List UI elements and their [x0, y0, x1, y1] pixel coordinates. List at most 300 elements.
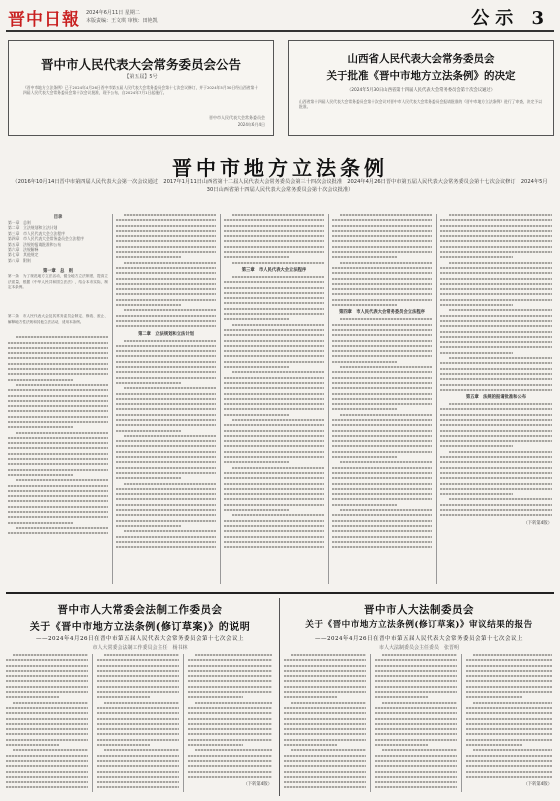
text-line [224, 398, 324, 400]
text-line [332, 467, 432, 469]
text-line [116, 219, 216, 221]
text-line [6, 744, 59, 746]
text-line [116, 398, 216, 400]
chapter-3-heading: 第三章 市人民代表大会立法程序 [241, 267, 307, 273]
text-line [440, 240, 552, 242]
text-line [466, 755, 552, 757]
text-line [116, 504, 216, 506]
text-line [473, 749, 552, 751]
text-line [284, 733, 366, 735]
text-line [340, 461, 432, 463]
text-line [224, 256, 289, 258]
text-line [97, 718, 179, 720]
text-line [340, 414, 432, 416]
text-line [284, 739, 366, 741]
text-line [440, 483, 552, 485]
text-line [188, 686, 272, 688]
column-divider [370, 654, 371, 792]
text-block [224, 214, 324, 264]
text-line [13, 702, 88, 704]
newspaper-logo: 晋中日報 [8, 10, 80, 30]
text-line [188, 744, 243, 746]
text-line [188, 728, 272, 730]
text-line [116, 230, 216, 232]
toc-item: 第二章 立法规划和立法计划 [8, 225, 58, 231]
text-line [440, 278, 552, 280]
text-line [375, 781, 457, 783]
toc-item: 第四章 市人民代表大会常务委员会立法程序 [8, 236, 84, 242]
announcement-box [8, 40, 274, 136]
text-line [224, 546, 324, 548]
text-line [224, 355, 324, 357]
text-line [6, 712, 88, 714]
text-line [8, 395, 108, 397]
text-line [284, 675, 366, 677]
text-line [116, 366, 216, 368]
text-line [332, 498, 432, 500]
text-line [440, 362, 552, 364]
text-line [116, 325, 216, 327]
text-line [284, 723, 366, 725]
text-line [375, 723, 457, 725]
text-line [116, 498, 216, 500]
text-line [284, 696, 337, 698]
decision-subtitle: （2024年5月30日山西省第十四届人民代表大会常务委员会第十次会议通过） [346, 88, 496, 93]
text-line [284, 712, 366, 714]
text-line [284, 781, 366, 783]
text-line [188, 771, 272, 773]
text-line [16, 479, 108, 481]
report-1-column [6, 654, 88, 794]
text-line [188, 733, 272, 735]
text-line [97, 781, 179, 783]
text-line [284, 755, 366, 757]
text-line [8, 458, 108, 460]
text-line [116, 315, 216, 317]
text-line [284, 680, 366, 682]
text-line [232, 276, 324, 278]
text-block [332, 214, 432, 306]
text-line [332, 477, 432, 479]
report-2-title-line2: 关于《晋中市地方立法条例(修订草案)》审议结果的报告 [305, 620, 533, 630]
text-line [224, 525, 324, 527]
text-line [440, 461, 552, 463]
text-line [188, 696, 243, 698]
text-line [332, 246, 432, 248]
text-line [224, 292, 324, 294]
report-2 [284, 600, 554, 796]
text-line [440, 488, 552, 490]
text-line [116, 414, 216, 416]
text-line [440, 467, 552, 469]
text-block [375, 654, 457, 788]
text-line [332, 546, 432, 548]
chapter-1-heading: 第一章 总 则 [42, 269, 74, 275]
text-line [8, 516, 108, 518]
text-line [332, 355, 432, 357]
announcement-date: 2024年6月4日 [237, 122, 265, 127]
text-line [116, 293, 216, 295]
text-line [224, 408, 324, 410]
toc-item: 第八章 附则 [8, 257, 31, 263]
text-line [332, 267, 432, 269]
text-line [340, 366, 432, 368]
text-line [8, 410, 108, 412]
text-line [124, 340, 216, 342]
text-line [116, 408, 216, 410]
text-line [116, 536, 216, 538]
text-line [466, 744, 522, 746]
text-line [6, 755, 88, 757]
text-line [16, 527, 108, 529]
text-line [224, 350, 324, 352]
text-line [224, 361, 324, 363]
text-line [332, 377, 432, 379]
text-block [224, 276, 324, 548]
main-article-body [8, 214, 552, 586]
text-line [332, 451, 432, 453]
text-block [116, 340, 216, 549]
text-line [232, 514, 324, 516]
text-line [224, 287, 324, 289]
text-line [332, 251, 432, 253]
text-line [116, 361, 216, 363]
text-line [124, 435, 216, 437]
text-line [466, 733, 552, 735]
report-1 [6, 600, 274, 796]
text-line [116, 355, 216, 357]
text-line [375, 670, 457, 672]
text-line [8, 400, 108, 402]
text-line [332, 283, 432, 285]
text-line [116, 267, 216, 269]
text-line [440, 293, 552, 295]
text-line [188, 718, 272, 720]
text-line [224, 345, 324, 347]
text-line [224, 340, 324, 342]
text-line [97, 776, 179, 778]
text-line [332, 504, 397, 506]
section-name: 公示 3 [471, 8, 550, 29]
text-line [6, 781, 88, 783]
text-line [466, 765, 552, 767]
text-line [440, 509, 552, 511]
text-line [440, 408, 552, 410]
text-line [224, 445, 324, 447]
text-line [224, 382, 324, 384]
text-line [332, 435, 432, 437]
text-line [116, 350, 216, 352]
text-line [224, 230, 324, 232]
text-line [332, 278, 432, 280]
text-block [284, 654, 366, 788]
text-line [97, 760, 179, 762]
text-line [284, 707, 366, 709]
text-line [116, 299, 216, 301]
text-line [16, 336, 108, 338]
text-line [284, 686, 366, 688]
text-line [375, 675, 457, 677]
text-line [188, 665, 272, 667]
column-divider [112, 214, 113, 584]
text-line [332, 387, 432, 389]
text-line [332, 235, 432, 237]
report-1-title-line2: 关于《晋中市地方立法条例(修订草案)》的说明 [29, 622, 251, 633]
text-line [116, 445, 216, 447]
text-line [332, 398, 432, 400]
text-line [440, 336, 552, 338]
text-line [440, 414, 552, 416]
text-line [440, 445, 513, 447]
text-line [116, 509, 216, 511]
column-divider [92, 654, 93, 792]
article-2: 第二条 市人民代表大会及其常务委员会制定、修改、废止、解释地方性法规和其他立法活动，适用本条例。 [8, 314, 108, 324]
toc-item: 第一章 总则 [8, 220, 31, 225]
text-line [224, 251, 324, 253]
text-line [340, 214, 432, 216]
text-line [332, 219, 432, 221]
text-line [332, 514, 432, 516]
text-line [8, 347, 108, 349]
text-line [8, 389, 108, 391]
text-line [188, 755, 272, 757]
report-1-subtitle: ——2024年4月26日在晋中市第五届人民代表大会常务委员会第十七次会议上 [36, 636, 244, 642]
text-line [375, 755, 457, 757]
text-block [97, 654, 179, 788]
text-line [466, 776, 552, 778]
text-line [8, 373, 108, 375]
text-line [332, 324, 432, 326]
text-line [375, 776, 457, 778]
text-line [224, 318, 289, 320]
text-line [8, 532, 108, 534]
text-line [466, 675, 552, 677]
text-line [440, 424, 552, 426]
text-line [375, 696, 428, 698]
text-line [466, 665, 552, 667]
text-line [440, 389, 552, 391]
text-line [340, 318, 432, 320]
text-line [232, 467, 324, 469]
text-line [188, 659, 272, 661]
report-2-column [466, 654, 552, 794]
text-line [224, 329, 324, 331]
text-line [116, 403, 216, 405]
text-line [332, 520, 432, 522]
text-line [224, 308, 324, 310]
decision-title-line1: 山西省人民代表大会常务委员会 [347, 53, 495, 65]
text-line [232, 262, 324, 264]
text-line [340, 509, 432, 511]
text-line [340, 262, 432, 264]
text-line [440, 493, 513, 495]
text-block [188, 654, 272, 778]
text-line [116, 272, 216, 274]
text-line [97, 765, 179, 767]
text-line [13, 749, 88, 751]
text-line [224, 377, 324, 379]
announcement-body: 《晋中市地方立法条例》已于2024年4月26日晋中市第五届人民代表大会常务委员会第十七次会议修订，并于2024年5月30日经山西省第十四届人民代表大会常务委员会第十次会议批准，现予公布，自2024年7月1日起施行。 [23, 85, 259, 95]
text-line [8, 500, 108, 502]
text-line [13, 654, 88, 656]
text-line [116, 546, 216, 548]
text-line [116, 488, 216, 490]
text-line [8, 447, 108, 449]
toc-heading: 目录 [53, 215, 63, 220]
text-line [6, 733, 88, 735]
report-2-title-line1: 晋中市人大法制委员会 [364, 604, 474, 616]
text-line [124, 483, 216, 485]
toc-item: 第七章 其他规定 [8, 252, 39, 258]
text-line [8, 442, 108, 444]
text-line [284, 765, 366, 767]
text-line [440, 419, 552, 421]
page-masthead [6, 4, 554, 32]
text-line [375, 686, 457, 688]
text-line [291, 749, 366, 751]
text-line [332, 345, 432, 347]
continued-note: （下转第4版） [243, 782, 272, 788]
text-line [224, 440, 324, 442]
text-block [8, 336, 108, 534]
text-line [224, 472, 324, 474]
text-line [382, 702, 457, 704]
text-block [440, 403, 552, 516]
text-line [332, 256, 397, 258]
toc-item: 第六章 法规解释 [8, 247, 39, 253]
text-line [449, 403, 552, 405]
text-line [332, 488, 432, 490]
text-line [440, 430, 552, 432]
text-line [116, 283, 216, 285]
text-line [440, 230, 552, 232]
text-line [8, 363, 108, 365]
text-line [116, 235, 216, 237]
text-line [284, 760, 366, 762]
text-line [466, 739, 552, 741]
text-line [116, 371, 216, 373]
report-2-column [375, 654, 457, 794]
column-2 [116, 214, 216, 584]
text-line [116, 345, 216, 347]
text-line [232, 214, 324, 216]
text-block [116, 214, 216, 327]
text-line [8, 469, 108, 471]
text-line [8, 495, 108, 497]
text-line [291, 654, 366, 656]
text-line [375, 728, 457, 730]
text-line [224, 240, 324, 242]
text-line [375, 680, 457, 682]
text-line [195, 654, 272, 656]
report-2-author: 市人大法制委员会主任委员 张晋明 [378, 645, 459, 651]
text-block [6, 654, 88, 788]
text-line [440, 283, 552, 285]
text-line [124, 262, 216, 264]
toc-list [8, 220, 108, 263]
text-line [195, 749, 272, 751]
report-1-author: 市人大常委会法制工作委员会主任 杨书林 [92, 645, 188, 651]
text-line [375, 707, 457, 709]
text-line [97, 691, 179, 693]
text-line [232, 371, 324, 373]
text-line [232, 324, 324, 326]
text-line [224, 530, 324, 532]
article-1: 第一条 为了规范地方立法活动，健全地方立法制度，提高立法质量，根据《中华人民共和国立法法》，结合本市实际，制定本条例。 [8, 274, 108, 289]
text-line [6, 776, 88, 778]
column-divider [461, 654, 462, 792]
text-line [97, 744, 150, 746]
text-line [104, 654, 179, 656]
report-1-column [188, 654, 272, 794]
text-line [466, 670, 552, 672]
text-line [116, 256, 181, 258]
text-line [224, 403, 324, 405]
text-line [116, 393, 216, 395]
text-line [284, 691, 366, 693]
text-line [375, 771, 457, 773]
text-line [188, 739, 272, 741]
text-line [8, 506, 108, 508]
decision-body: 山西省第十四届人民代表大会常务委员会第十次会议对晋中市人民代表大会常务委员会报请批准的《晋中市地方立法条例》进行了审查，决定予以批准。 [299, 99, 542, 109]
text-line [188, 712, 272, 714]
text-line [6, 659, 88, 661]
text-line [8, 405, 108, 407]
text-line [466, 771, 552, 773]
text-line [97, 723, 179, 725]
text-line [332, 403, 432, 405]
continued-note: （下转第4版） [523, 782, 552, 788]
text-line [224, 235, 324, 237]
text-line [224, 219, 324, 221]
text-line [440, 304, 513, 306]
text-line [332, 371, 432, 373]
text-line [116, 382, 181, 384]
text-line [466, 696, 522, 698]
report-2-column [284, 654, 366, 794]
text-line [8, 522, 73, 524]
text-line [224, 504, 324, 506]
text-line [466, 686, 552, 688]
text-line [440, 325, 552, 327]
text-line [97, 712, 179, 714]
text-line [188, 707, 272, 709]
text-line [375, 691, 457, 693]
text-line [449, 309, 552, 311]
text-line [440, 456, 552, 458]
text-line [382, 749, 457, 751]
text-line [449, 357, 552, 359]
text-line [116, 461, 216, 463]
text-line [440, 514, 552, 516]
text-line [224, 477, 324, 479]
text-line [440, 267, 552, 269]
text-line [8, 379, 73, 381]
text-line [440, 251, 552, 253]
text-line [97, 665, 179, 667]
announcement-title: 晋中市人民代表大会常务委员会公告 [40, 57, 241, 72]
text-line [375, 765, 457, 767]
text-line [188, 760, 272, 762]
main-article-history: （2016年10月14日晋中市第四届人民代表大会第一次会议通过 2017年1月11日山西省第十二届人民代表大会常务委员会第三十四次会议批准 2024年4月26日晋中市第五届人民代表大会常务委员会第十七次会议修订 2024年5月30日山西省第十四届人民代表大会常务委员会第十次会议批准） [12, 179, 548, 193]
text-line [473, 702, 552, 704]
text-line [224, 366, 289, 368]
text-line [224, 493, 324, 495]
column-5 [440, 214, 552, 584]
text-line [332, 350, 432, 352]
text-line [466, 680, 552, 682]
text-line [8, 485, 108, 487]
